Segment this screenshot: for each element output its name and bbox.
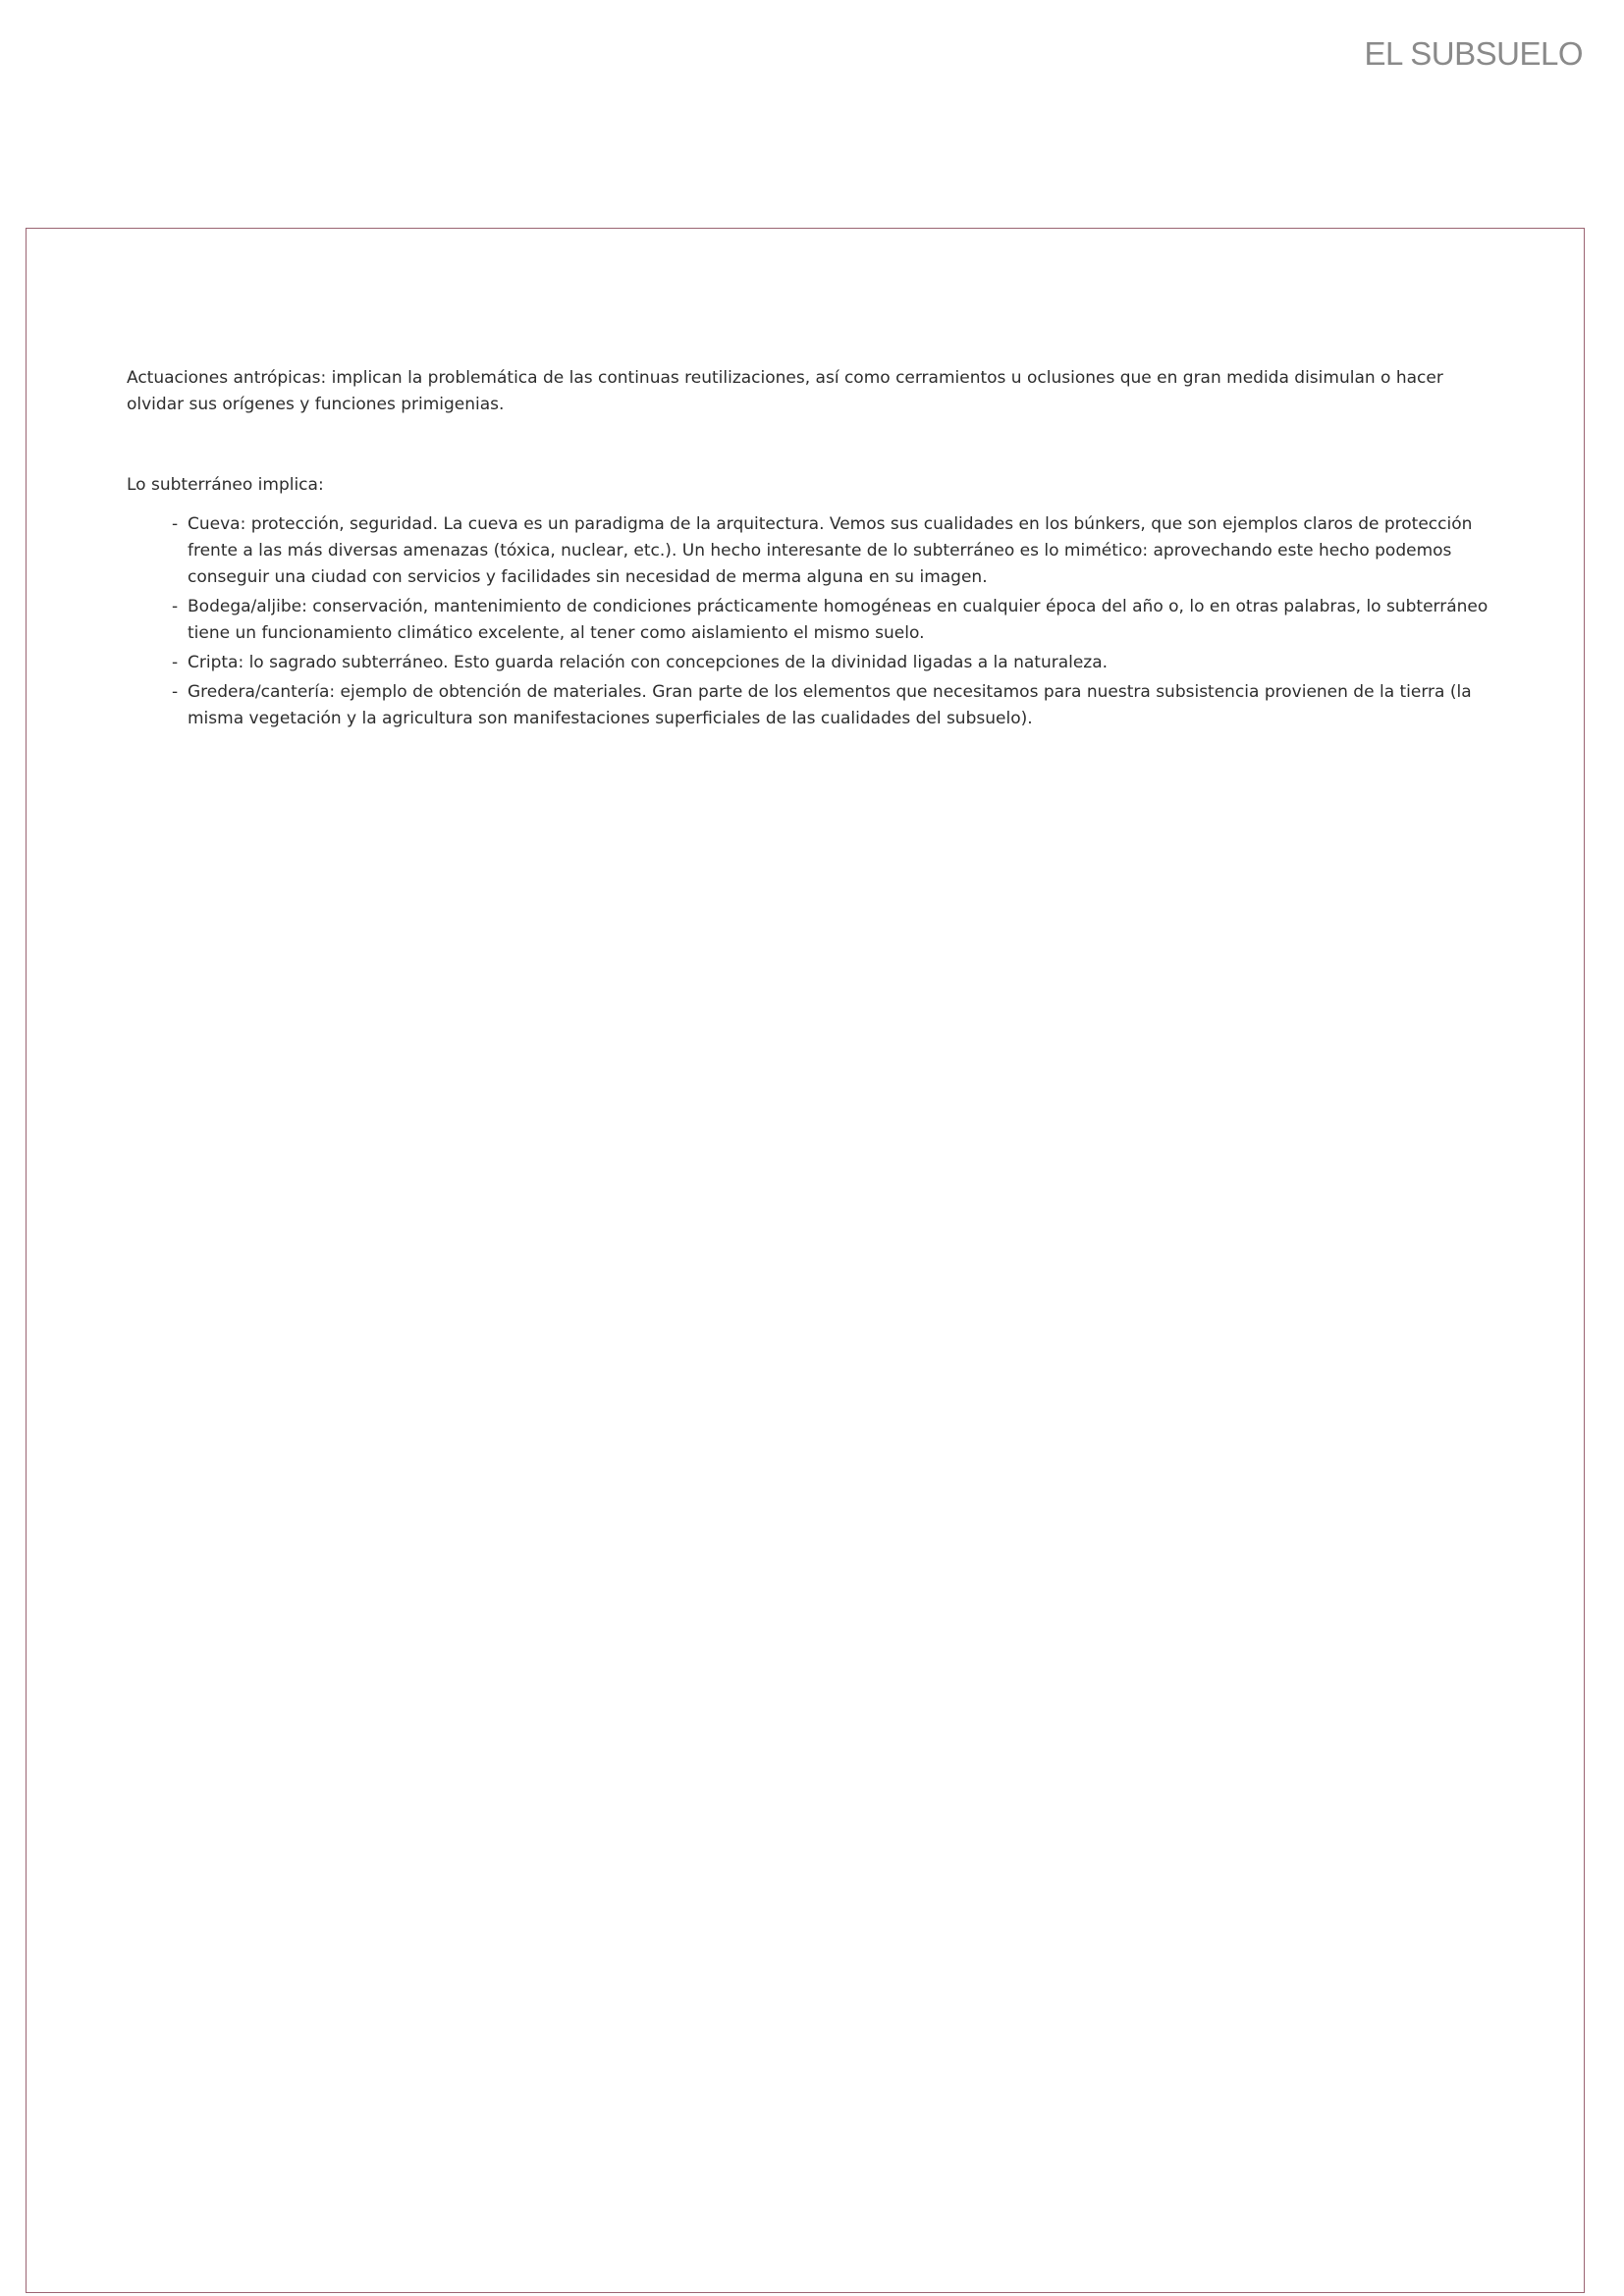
body-text (127, 365, 1491, 735)
section-header-title: EL SUBSUELO (1364, 35, 1583, 72)
list-item-text: Cripta: lo sagrado subterráneo. Esto guarda relación con concepciones de la divinidad ligadas a la naturaleza. (188, 653, 1109, 672)
list-item-text: Cueva: protección, seguridad. La cueva es un paradigma de la arquitectura. Vemos sus cualidades en los búnkers, que son ejemplos claros de protección frente a las más diversas amenazas (tóxica, nuclear, etc.). Un hecho interesante de lo subterráneo es lo mimético: aprovechando este hecho podemos conseguir una ciudad con servicios y facilidades sin necesidad de merma alguna en su imagen. (188, 514, 1473, 587)
paragraph-anthropic-actions: Actuaciones antrópicas: implican la problemática de las continuas reutilizaciones, así como cerramientos u oclusiones que en gran medida disimulan o hacer olvidar sus orígenes y funciones primigenias. (127, 368, 1443, 414)
implications-list (127, 511, 1491, 732)
list-intro: Lo subterráneo implica: (127, 475, 324, 495)
list-bullet: - (172, 597, 179, 616)
list-bullet: - (172, 682, 179, 702)
list-bullet: - (172, 653, 179, 672)
list-item-bodega (172, 594, 1491, 647)
list-item-text: Gredera/cantería: ejemplo de obtención de materiales. Gran parte de los elementos que necesitamos para nuestra subsistencia provienen de la tierra (la misma vegetación y la agricultura son manifestaciones superficiales de las cualidades del subsuelo). (188, 682, 1472, 728)
list-item-gredera (172, 679, 1491, 732)
list-item-cueva (172, 511, 1491, 591)
list-bullet: - (172, 514, 179, 534)
list-item-text: Bodega/aljibe: conservación, mantenimiento de condiciones prácticamente homogéneas en cualquier época del año o, lo en otras palabras, lo subterráneo tiene un funcionamiento climático excelente, al tener como aislamiento el mismo suelo. (188, 597, 1489, 643)
list-item-cripta (172, 650, 1491, 676)
